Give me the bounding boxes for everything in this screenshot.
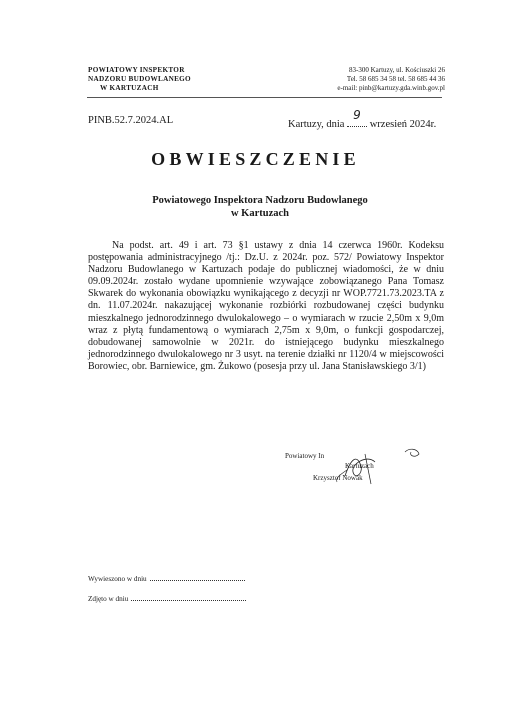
posted-date-line [150, 574, 245, 581]
document-subtitle [100, 194, 420, 220]
document-title: OBWIESZCZENIE [151, 149, 360, 169]
handwritten-signature-icon [305, 444, 445, 494]
removed-date-label: Zdjęto w dniu [88, 595, 129, 603]
address-line: 83-300 Kartuzy, ul. Kościuszki 26 [349, 66, 445, 74]
institution-name-line-2: NADZORU BUDOWLANEGO [88, 75, 191, 83]
case-reference: PINB.52.7.2024.AL [88, 115, 174, 126]
phone-line: Tel. 58 685 34 58 tel. 58 685 44 36 [346, 75, 445, 83]
date-day-field [347, 108, 367, 127]
posted-date-label: Wywieszono w dniu [88, 575, 147, 583]
institution-name-line-1: POWIATOWY INSPEKTOR [88, 66, 185, 74]
removed-date-line [131, 594, 246, 601]
header-divider [87, 97, 442, 98]
notice-body: Na podst. art. 49 i art. 73 §1 ustawy z dnia 14 czerwca 1960r. Kodeksu postępowania administracyjnego /tj.: Dz.U. z 2024r. poz. 572/ Powiatowy Inspektor Nadzoru Budowlanego w Kartuzach podaje do publicznej wiadomości, że w dniu 09.09.2024r. zostało wydane upomnienie wzywające zobowiązanego Pana Tomasz Skwarek do wykonania obowiązku wynikającego z decyzji nr WOP.7721.73.2023.TA z dn. 11.07.2024r. nakazującej wykonanie rozbiórki rozbudowanej części budynku mieszkalnego jednorodzinnego dwulokalowego – o wymiarach w rzucie 2,50m x 9,0m wraz z płytą fundamentową o wymiarach 2,75m x 9,0m, o funkcji gospodarczej, dobudowanej samowolnie w 2021r. do istniejącego budynku mieszkalnego jednorodzinnego dwulokalowego nr 3 usyt. na terenie działki nr 1120/4 w miejscowości Borowiec, obr. Barniewice, gm. Żukowo (posesja przy ul. Jana Stanisławskiego 3/1) [88, 240, 444, 372]
signature-stamp [285, 452, 445, 522]
posted-date-field [88, 574, 245, 583]
signature-stamp-line-3: Krzysztof Nowak [313, 474, 363, 482]
email-line: e-mail: pinb@kartuzy.gda.winb.gov.pl [337, 84, 445, 92]
subtitle-line-2: w Kartuzach [230, 208, 290, 219]
subtitle-line-1: Powiatowego Inspektora Nadzoru Budowlanego [152, 195, 368, 206]
institution-name-line-3: W KARTUZACH [100, 84, 159, 92]
date-day-handwritten: 9 [353, 108, 361, 122]
date-suffix: wrzesień 2024r. [369, 119, 437, 130]
institution-name-block [88, 66, 228, 93]
document-date [288, 108, 437, 130]
date-prefix: Kartuzy, dnia [288, 119, 345, 130]
signature-stamp-line-1: Powiatowy In [285, 452, 325, 460]
signature-stamp-line-2: Kartuzach [345, 462, 374, 470]
removed-date-field [88, 594, 246, 603]
contact-block [300, 66, 445, 93]
